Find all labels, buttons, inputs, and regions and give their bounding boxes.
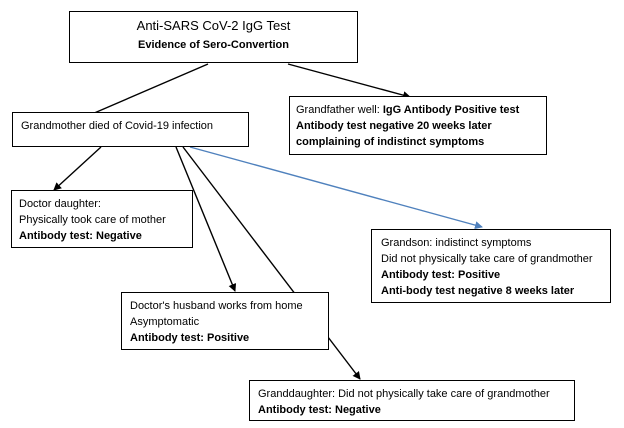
grandmother-text: Grandmother died of Covid-19 infection <box>21 120 213 132</box>
arrow-grandmother-to-daughter <box>54 147 101 190</box>
doctor-daughter-line2: Physically took care of mother <box>19 214 166 226</box>
granddaughter-box <box>249 380 575 421</box>
grandfather-line3: complaining of indistinct symptoms <box>296 136 485 148</box>
doctor-daughter-line3: Antibody test: Negative <box>19 230 142 242</box>
husband-line2: Asymptomatic <box>130 316 200 328</box>
husband-box <box>121 292 329 350</box>
granddaughter-line2: Antibody test: Negative <box>258 404 381 416</box>
arrow-root-to-grandfather <box>288 64 410 97</box>
root-subtitle: Evidence of Sero-Convertion <box>138 39 289 51</box>
husband-line3: Antibody test: Positive <box>130 332 250 344</box>
grandson-line2: Did not physically take care of grandmother <box>381 253 593 265</box>
granddaughter-line1: Granddaughter: Did not physically take care of grandmother <box>258 388 550 400</box>
arrow-grandmother-to-grandson <box>190 147 482 227</box>
arrow-root-to-grandmother <box>92 64 208 114</box>
doctor-daughter-line1: Doctor daughter: <box>19 198 101 210</box>
root-title: Anti-SARS CoV-2 IgG Test <box>136 18 291 33</box>
root-test-box <box>69 11 358 63</box>
grandson-line3: Antibody test: Positive <box>381 269 501 281</box>
grandson-box <box>371 229 611 303</box>
grandfather-box <box>289 96 547 155</box>
husband-line1: Doctor's husband works from home <box>130 300 303 312</box>
grandson-line1: Grandson: indistinct symptoms <box>381 237 532 249</box>
grandfather-line1-normal: Grandfather well: <box>296 104 383 116</box>
grandfather-line1 <box>296 102 546 118</box>
grandmother-box <box>12 112 249 147</box>
doctor-daughter-box <box>11 190 193 248</box>
grandfather-line1-bold: IgG Antibody Positive test <box>382 104 520 116</box>
grandfather-line2: Antibody test negative 20 weeks later <box>296 120 492 132</box>
grandson-line4: Anti-body test negative 8 weeks later <box>381 285 575 297</box>
